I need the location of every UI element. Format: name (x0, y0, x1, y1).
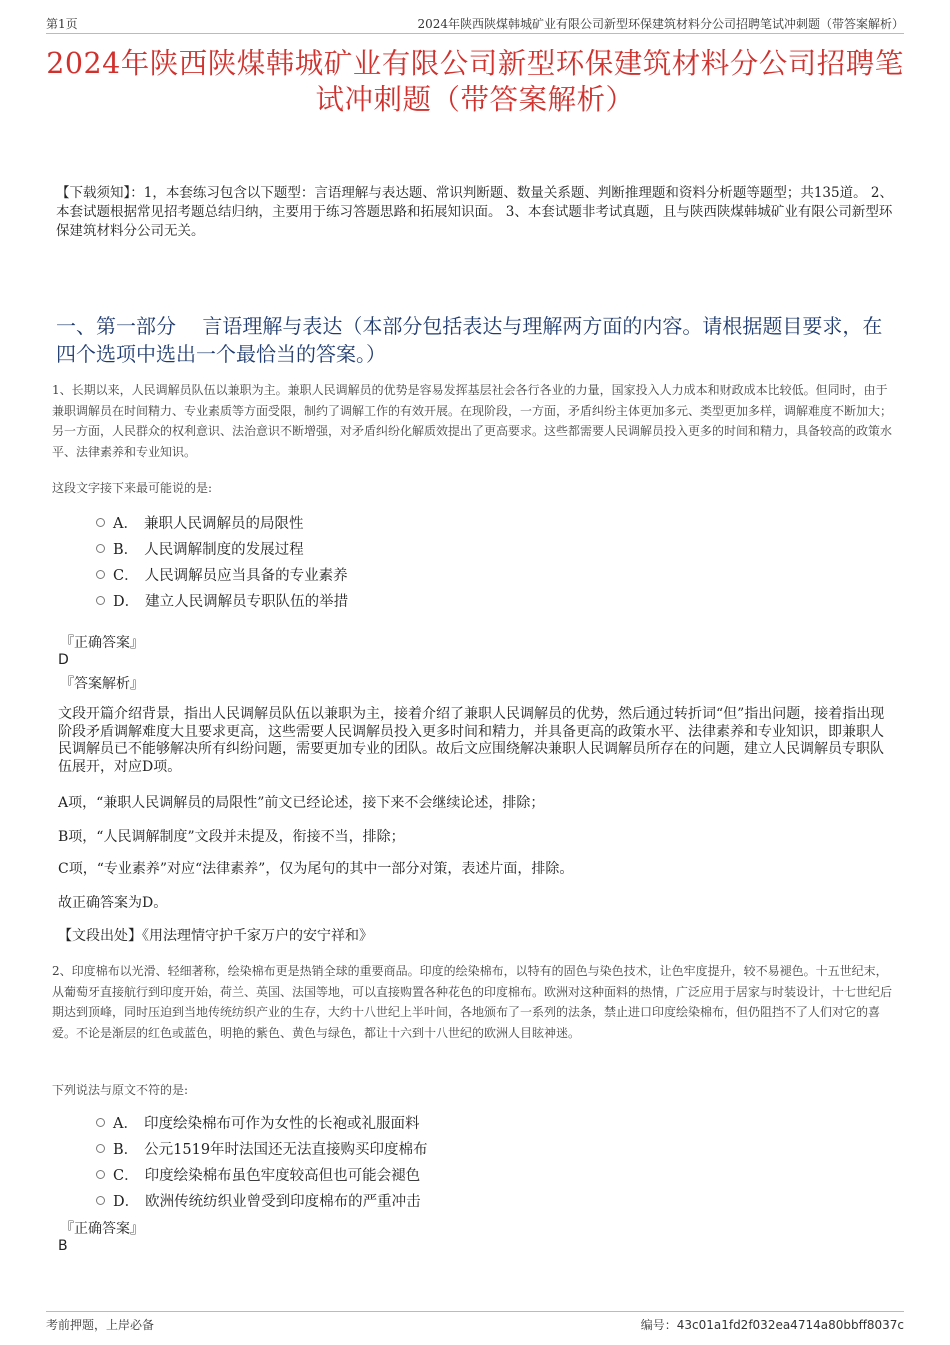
question-2-prompt: 下列说法与原文不符的是: (52, 1083, 189, 1097)
radio-icon[interactable] (96, 1144, 105, 1153)
option-text: 公元1519年时法国还无法直接购买印度棉布 (144, 1141, 428, 1158)
question-1-answer-label: 『正确答案』 (60, 635, 144, 651)
question-2-option-b[interactable] (96, 1135, 428, 1161)
question-2-option-a[interactable] (96, 1109, 428, 1135)
question-1-analysis-main: 文段开篇介绍背景，指出人民调解员队伍以兼职为主，接着介绍了兼职人民调解员的优势，然后通过转折词“但”指出问题，接着指出现阶段矛盾调解难度大且要求更高，这些需要人民调解员投入更多时间和精力，并具备更高的政策水平、法律素养和专业知识，即兼职人民调解员已不能够解决所有纠纷问题，需要更加专业的团队。故后文应围绕解决兼职人民调解员所存在的问题，建立人民调解员专职队伍展开，对应D项。 (58, 706, 885, 775)
question-1-text: 1、长期以来，人民调解员队伍以兼职为主。兼职人民调解员的优势是容易发挥基层社会各行各业的力量，国家投入人力成本和财政成本比较低。但同时，由于兼职调解员在时间精力、专业素质等方面受限，制约了调解工作的有效开展。在现阶段，一方面，矛盾纠纷主体更加多元、类型更加多样，调解难度不断加大；另一方面，人民群众的权利意识、法治意识不断增强，对矛盾纠纷化解质效提出了更高要求。这些都需要人民调解员投入更多的时间和精力，具备较高的政策水平、法律素养和专业知识。 (52, 383, 893, 459)
option-letter: D． (113, 1193, 140, 1210)
question-2-answer-label: 『正确答案』 (60, 1221, 144, 1237)
radio-icon[interactable] (96, 1118, 105, 1127)
question-1-source: 【文段出处】《用法理情守护千家万户的安宁祥和》 (58, 928, 373, 944)
question-1-analysis-c: C项，“专业素养”对应“法律素养”，仅为尾句的其中一部分对策，表述片面，排除。 (58, 861, 574, 877)
option-letter: A． (113, 1115, 138, 1132)
question-1-prompt: 这段文字接下来最可能说的是: (52, 481, 213, 495)
question-2-answer: B (58, 1238, 68, 1254)
radio-icon[interactable] (96, 544, 105, 553)
option-letter: D． (113, 593, 140, 610)
option-letter: C． (113, 1167, 139, 1184)
footer-code-wrap (641, 1316, 904, 1333)
question-1-answer: D (58, 652, 69, 668)
question-1-options (96, 509, 348, 613)
footer-slogan: 考前押题，上岸必备 (46, 1318, 155, 1332)
footer-code-label: 编号： (640, 1318, 677, 1332)
page-number: 第1页 (46, 17, 78, 31)
question-1-option-d[interactable] (96, 587, 348, 613)
question-1-option-c[interactable] (96, 561, 348, 587)
radio-icon[interactable] (96, 518, 105, 527)
option-text: 印度绘染棉布可作为女性的长袍或礼服面料 (143, 1115, 420, 1132)
option-text: 兼职人民调解员的局限性 (143, 515, 304, 532)
question-2-option-c[interactable] (96, 1161, 428, 1187)
radio-icon[interactable] (96, 570, 105, 579)
option-text: 人民调解员应当具备的专业素养 (144, 567, 348, 584)
option-letter: B． (113, 1141, 139, 1158)
header-doc-title: 2024年陕西陕煤韩城矿业有限公司新型环保建筑材料分公司招聘笔试冲刺题（带答案解析） (417, 17, 904, 31)
radio-icon[interactable] (96, 1196, 105, 1205)
question-1-analysis-label: 『答案解析』 (60, 676, 144, 692)
question-1-analysis-a: A项，“兼职人民调解员的局限性”前文已经论述，接下来不会继续论述，排除； (58, 795, 545, 811)
question-1-option-a[interactable] (96, 509, 348, 535)
section-heading: 一、第一部分 言语理解与表达（本部分包括表达与理解两方面的内容。请根据题目要求，在四个选项中选出一个最恰当的答案。） (56, 314, 883, 366)
question-1-analysis-b: B项，“人民调解制度”文段并未提及，衔接不当，排除； (58, 829, 405, 845)
radio-icon[interactable] (96, 596, 105, 605)
option-text: 建立人民调解员专职队伍的举措 (145, 593, 349, 610)
page-footer (46, 1311, 904, 1334)
radio-icon[interactable] (96, 1170, 105, 1179)
option-text: 印度绘染棉布虽色牢度较高但也可能会褪色 (144, 1167, 421, 1184)
question-2-text: 2、印度棉布以光滑、轻细著称，绘染棉布更是热销全球的重要商品。印度的绘染棉布，以特有的固色与染色技术，让色牢度提升，较不易褪色。十五世纪末，从葡萄牙直接航行到印度开始，荷兰、英国、法国等地，可以直接购置各种花色的印度棉布。欧洲对这种面料的热情，广泛应用于居家与时装设计，十七世纪后期达到顶峰，同时压迫到当地传统纺织产业的生存，大约十八世纪上半叶间，各地颁布了一系列的法条，禁止进口印度绘染棉布，但仍阻挡不了人们对它的喜爱。不论是渐层的红色或蓝色，明艳的紫色、黄色与绿色，都让十六到十八世纪的欧洲人目眩神迷。 (52, 964, 893, 1040)
question-2-option-d[interactable] (96, 1187, 428, 1213)
document-title: 2024年陕西陕煤韩城矿业有限公司新型环保建筑材料分公司招聘笔试冲刺题（带答案解析） (46, 47, 904, 116)
option-text: 欧洲传统纺织业曾受到印度棉布的严重冲击 (145, 1193, 421, 1210)
question-1-option-b[interactable] (96, 535, 348, 561)
question-1-analysis-conclusion: 故正确答案为D。 (58, 895, 168, 911)
option-text: 人民调解制度的发展过程 (144, 541, 304, 558)
option-letter: C． (113, 567, 139, 584)
option-letter: B． (113, 541, 139, 558)
page-header (46, 13, 904, 34)
download-notice: 【下载须知】：1，本套练习包含以下题型：言语理解与表达题、常识判断题、数量关系题、判断推理题和资料分析题等题型；共135道。 2、本套试题根据常见招考题总结归纳，主要用于练习答题思路和拓展知识面。 3、本套试题非考试真题，且与陕西陕煤韩城矿业有限公司新型环保建筑材料分公司无关。 (56, 185, 893, 239)
question-2-options (96, 1109, 428, 1213)
option-letter: A． (113, 515, 138, 532)
footer-code: 43c01a1fd2f032ea4714a80bbff8037c (676, 1318, 904, 1332)
